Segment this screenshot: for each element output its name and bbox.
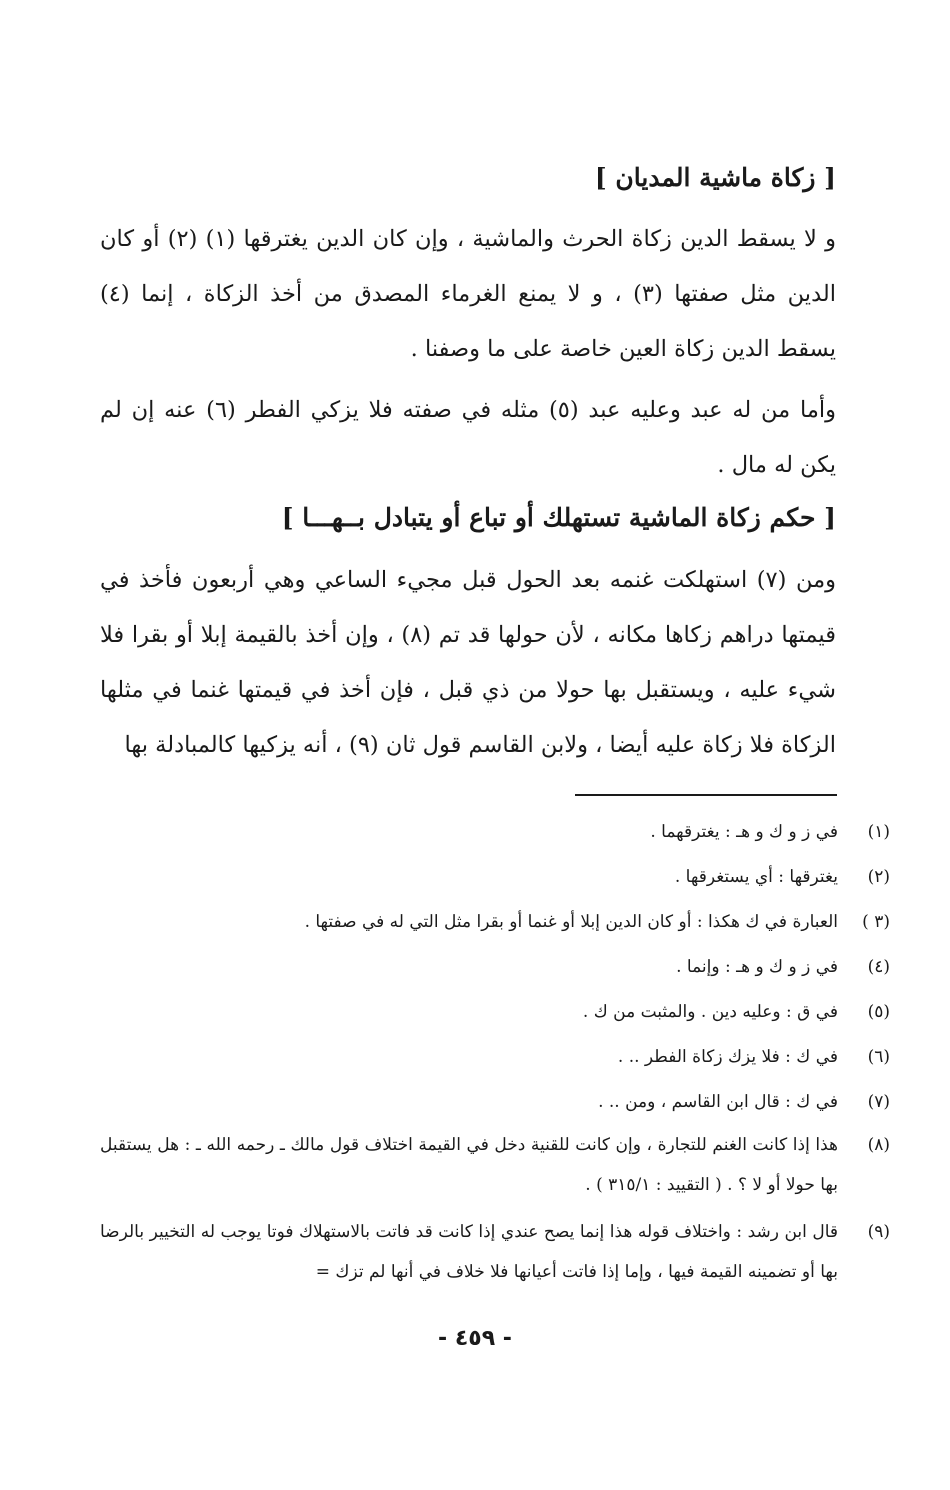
footnote-divider <box>575 794 837 796</box>
footnote-text: قال ابن رشد : واختلاف قوله هذا إنما يصح عندي إذا كانت قد فاتت بالاستهلاك فوتا يوجب له التخيير بالرضا بها أو تضمينه القيمة فيها ، وإما إذا فاتت أعيانها فلا خلاف في أنها لم تزك = <box>100 1222 838 1282</box>
footnote-number: (٥) <box>867 1002 890 1022</box>
footnote-text: في ز و ك و هـ : وإنما . <box>676 957 838 977</box>
footnote-number: (٣ ) <box>862 912 890 932</box>
footnote-item <box>100 992 890 1032</box>
footnote-item <box>100 812 890 852</box>
footnote-text: العبارة في ك هكذا : أو كان الدين إبلا أو غنما أو بقرا مثل التي له في صفتها . <box>304 912 838 932</box>
footnote-text: يغترقها : أي يستغرقها . <box>674 867 838 887</box>
footnotes <box>100 812 890 1292</box>
footnote-text: هذا إذا كانت الغنم للتجارة ، وإن كانت للقنية دخل في القيمة اختلاف قول مالك ـ رحمه الله ـ : هل يستقبل بها حولا أو لا ؟ . ( التقييد : ٣١٥/١ ) . <box>100 1135 838 1195</box>
footnote-number: (٢) <box>867 867 890 887</box>
section-heading-consumed-livestock: [ حكم زكاة الماشية تستهلك أو تباع أو يتبادل بــهـــا ] <box>281 503 836 532</box>
footnote-text: في ك : فلا يزك زكاة الفطر .. . <box>617 1047 838 1067</box>
footnote-item <box>100 1212 890 1292</box>
page-number: - ٤٥٩ - <box>438 1326 512 1351</box>
footnote-number: (٧) <box>867 1092 890 1112</box>
section-heading-debtor-livestock: [ زكاة ماشية المديان ] <box>594 163 836 192</box>
paragraph-consumed-sheep: ومن (٧) استهلكت غنمه بعد الحول قبل مجيء الساعي وهي أربعون فأخذ في قيمتها دراهم زكاها مكانه ، لأن حولها قد تم (٨) ، وإن أخذ بالقيمة إبلا أو بقرا فلا شيء عليه ، ويستقبل بها حولا من ذي قبل ، فإن أخذ في قيمتها غنما في مثلها الزكاة فلا زكاة عليه أيضا ، ولابن القاسم قول ثان (٩) ، أنه يزكيها كالمبادلة بها <box>100 567 836 758</box>
paragraph-debt-and-zakat: و لا يسقط الدين زكاة الحرث والماشية ، وإن كان الدين يغترقها (١) (٢) أو كان الدين مثل صفتها (٣) ، و لا يمنع الغرماء المصدق من أخذ الزكاة ، إنما (٤) يسقط الدين زكاة العين خاصة على ما وصفنا . <box>100 226 836 362</box>
footnote-number: (٦) <box>867 1047 890 1067</box>
footnote-item <box>100 902 890 942</box>
footnote-number: (٨) <box>867 1135 890 1155</box>
footnote-text: في ز و ك و هـ : يغترقهما . <box>650 822 838 842</box>
footnote-item <box>100 1082 890 1122</box>
footnote-text: في ك : قال ابن القاسم ، ومن .. . <box>598 1092 838 1112</box>
footnote-number: (٤) <box>867 957 890 977</box>
footnote-item <box>100 1037 890 1077</box>
footnote-item <box>100 947 890 987</box>
footnote-number: (١) <box>867 822 890 842</box>
footnote-item <box>100 1125 890 1205</box>
footnote-number: (٩) <box>867 1222 890 1242</box>
footnote-item <box>100 857 890 897</box>
footnote-text: في ق : وعليه دين . والمثبت من ك . <box>582 1002 838 1022</box>
paragraph-slave-fitr: وأما من له عبد وعليه عبد (٥) مثله في صفته فلا يزكي الفطر (٦) عنه إن لم يكن له مال . <box>100 397 836 478</box>
